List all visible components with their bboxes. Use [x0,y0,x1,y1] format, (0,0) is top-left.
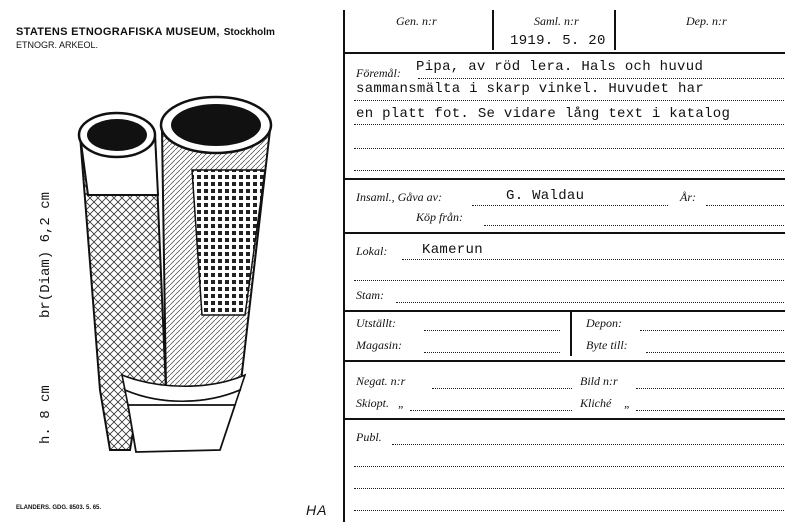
kop-label: Köp från: [416,210,464,224]
insaml-label: Insaml., Gåva av: [356,190,442,204]
foremal-line-3: en platt fot. Se vidare lång text i katalog [356,106,731,122]
ar-label: År: [680,190,696,204]
museum-header [16,22,275,40]
header-rule [343,52,785,54]
cliche-ditto: „ [624,396,631,410]
foremal-rule [343,178,785,180]
insaml-value: G. Waldau [506,188,585,204]
width-note: br(Diam) 6,2 cm [38,191,54,318]
negat-label: Negat. n:r [356,374,406,388]
bild-label: Bild n:r [580,374,618,388]
saml-label: Saml. n:r [534,14,579,28]
stam-label: Stam: [356,288,384,302]
photo-rule [343,418,785,420]
publ-label: Publ. [356,430,382,444]
exhibit-divider [570,312,572,356]
header-divider-1 [492,10,494,50]
initials: HA [306,502,328,518]
foremal-line-2: sammansmälta i skarp vinkel. Huvudet har [356,81,705,97]
utstallt-label: Utställt: [356,316,397,330]
dep-label: Dep. n:r [686,14,727,28]
lokal-value: Kamerun [422,242,483,258]
foremal-label: Föremål: [356,66,401,80]
height-note: h. 8 cm [38,385,54,444]
form-left-border [343,10,345,522]
gen-label: Gen. n:r [396,14,437,28]
museum-name: STATENS ETNOGRAFISKA MUSEUM, [16,26,220,38]
stam-rule [343,310,785,312]
exhibit-rule [343,360,785,362]
saml-value: 1919. 5. 20 [510,33,606,49]
pipe-drawing [70,90,310,470]
skiopt-label: Skiopt. [356,396,389,410]
museum-department: ETNOGR. ARKEOL. [16,40,99,50]
depon-label: Depon: [586,316,622,330]
printer-note: ELANDERS. GDG. 8503. 5. 65. [16,505,102,511]
lokal-label: Lokal: [356,244,388,258]
insaml-rule [343,232,785,234]
magasin-label: Magasin: [356,338,402,352]
header-divider-2 [614,10,616,50]
museum-city: Stockholm [223,27,275,38]
foremal-line-1: Pipa, av röd lera. Hals och huvud [416,59,704,75]
byte-label: Byte till: [586,338,628,352]
cliche-label: Kliché [580,396,612,410]
skiopt-ditto: „ [398,396,405,410]
